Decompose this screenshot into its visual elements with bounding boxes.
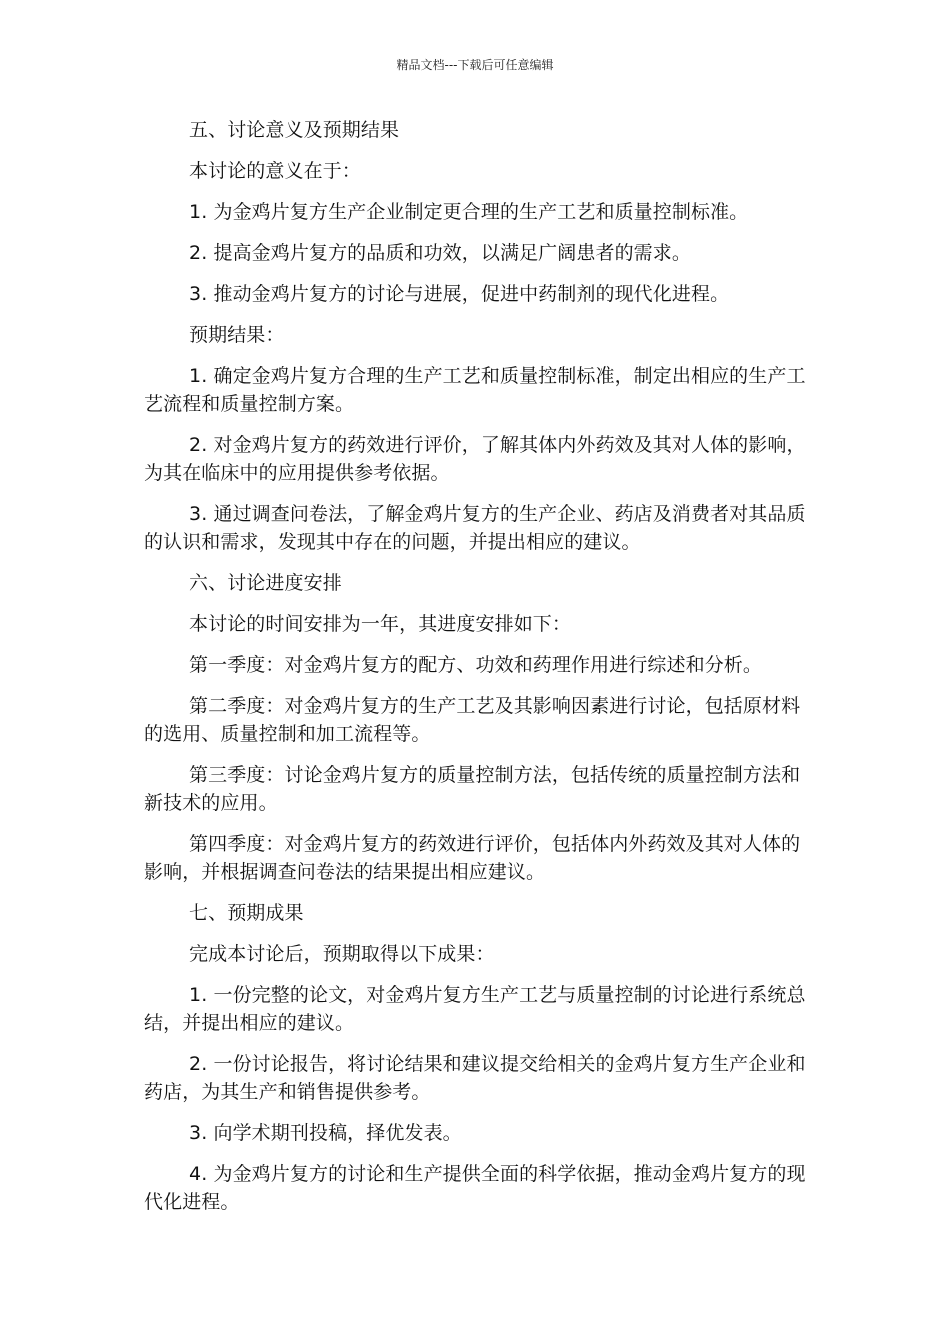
section-heading-7: 七、预期成果 [189,902,304,924]
list-item: 2. 一份讨论报告，将讨论结果和建议提交给相关的金鸡片复方生产企业和药店，为其生产和销售提供参考。 [144,1053,806,1103]
list-item: 3. 向学术期刊投稿，择优发表。 [189,1122,462,1144]
section-heading-6: 六、讨论进度安排 [189,572,342,594]
list-item: 2. 提高金鸡片复方的品质和功效，以满足广阔患者的需求。 [189,242,691,264]
list-item: 2. 对金鸡片复方的药效进行评价，了解其体内外药效及其对人体的影响，为其在临床中的应用提供参考依据。 [144,434,806,484]
paragraph: 预期结果： [189,324,285,346]
section-heading-5: 五、讨论意义及预期结果 [189,119,400,141]
paragraph: 本讨论的意义在于： [189,160,361,182]
document-body [144,116,814,1229]
list-item: 3. 通过调查问卷法，了解金鸡片复方的生产企业、药店及消费者对其品质的认识和需求，发现其中存在的问题，并提出相应的建议。 [144,503,806,553]
list-item: 1. 确定金鸡片复方合理的生产工艺和质量控制标准，制定出相应的生产工艺流程和质量控制方案。 [144,365,806,415]
list-item: 4. 为金鸡片复方的讨论和生产提供全面的科学依据，推动金鸡片复方的现代化进程。 [144,1163,806,1213]
schedule-item: 第一季度：对金鸡片复方的配方、功效和药理作用进行综述和分析。 [189,654,763,676]
schedule-item: 第二季度：对金鸡片复方的生产工艺及其影响因素进行讨论，包括原材料的选用、质量控制和加工流程等。 [144,695,801,745]
paragraph: 完成本讨论后，预期取得以下成果： [189,943,495,965]
list-item: 3. 推动金鸡片复方的讨论与进展，促进中药制剂的现代化进程。 [189,283,730,305]
list-item: 1. 一份完整的论文，对金鸡片复方生产工艺与质量控制的讨论进行系统总结，并提出相应的建议。 [144,984,806,1034]
list-item: 1. 为金鸡片复方生产企业制定更合理的生产工艺和质量控制标准。 [189,201,749,223]
paragraph: 本讨论的时间安排为一年，其进度安排如下： [189,613,572,635]
page-header: 精品文档---下载后可任意编辑 [396,58,554,72]
schedule-item: 第三季度：讨论金鸡片复方的质量控制方法，包括传统的质量控制方法和新技术的应用。 [144,764,801,814]
schedule-item: 第四季度：对金鸡片复方的药效进行评价，包括体内外药效及其对人体的影响，并根据调查问卷法的结果提出相应建议。 [144,833,801,883]
